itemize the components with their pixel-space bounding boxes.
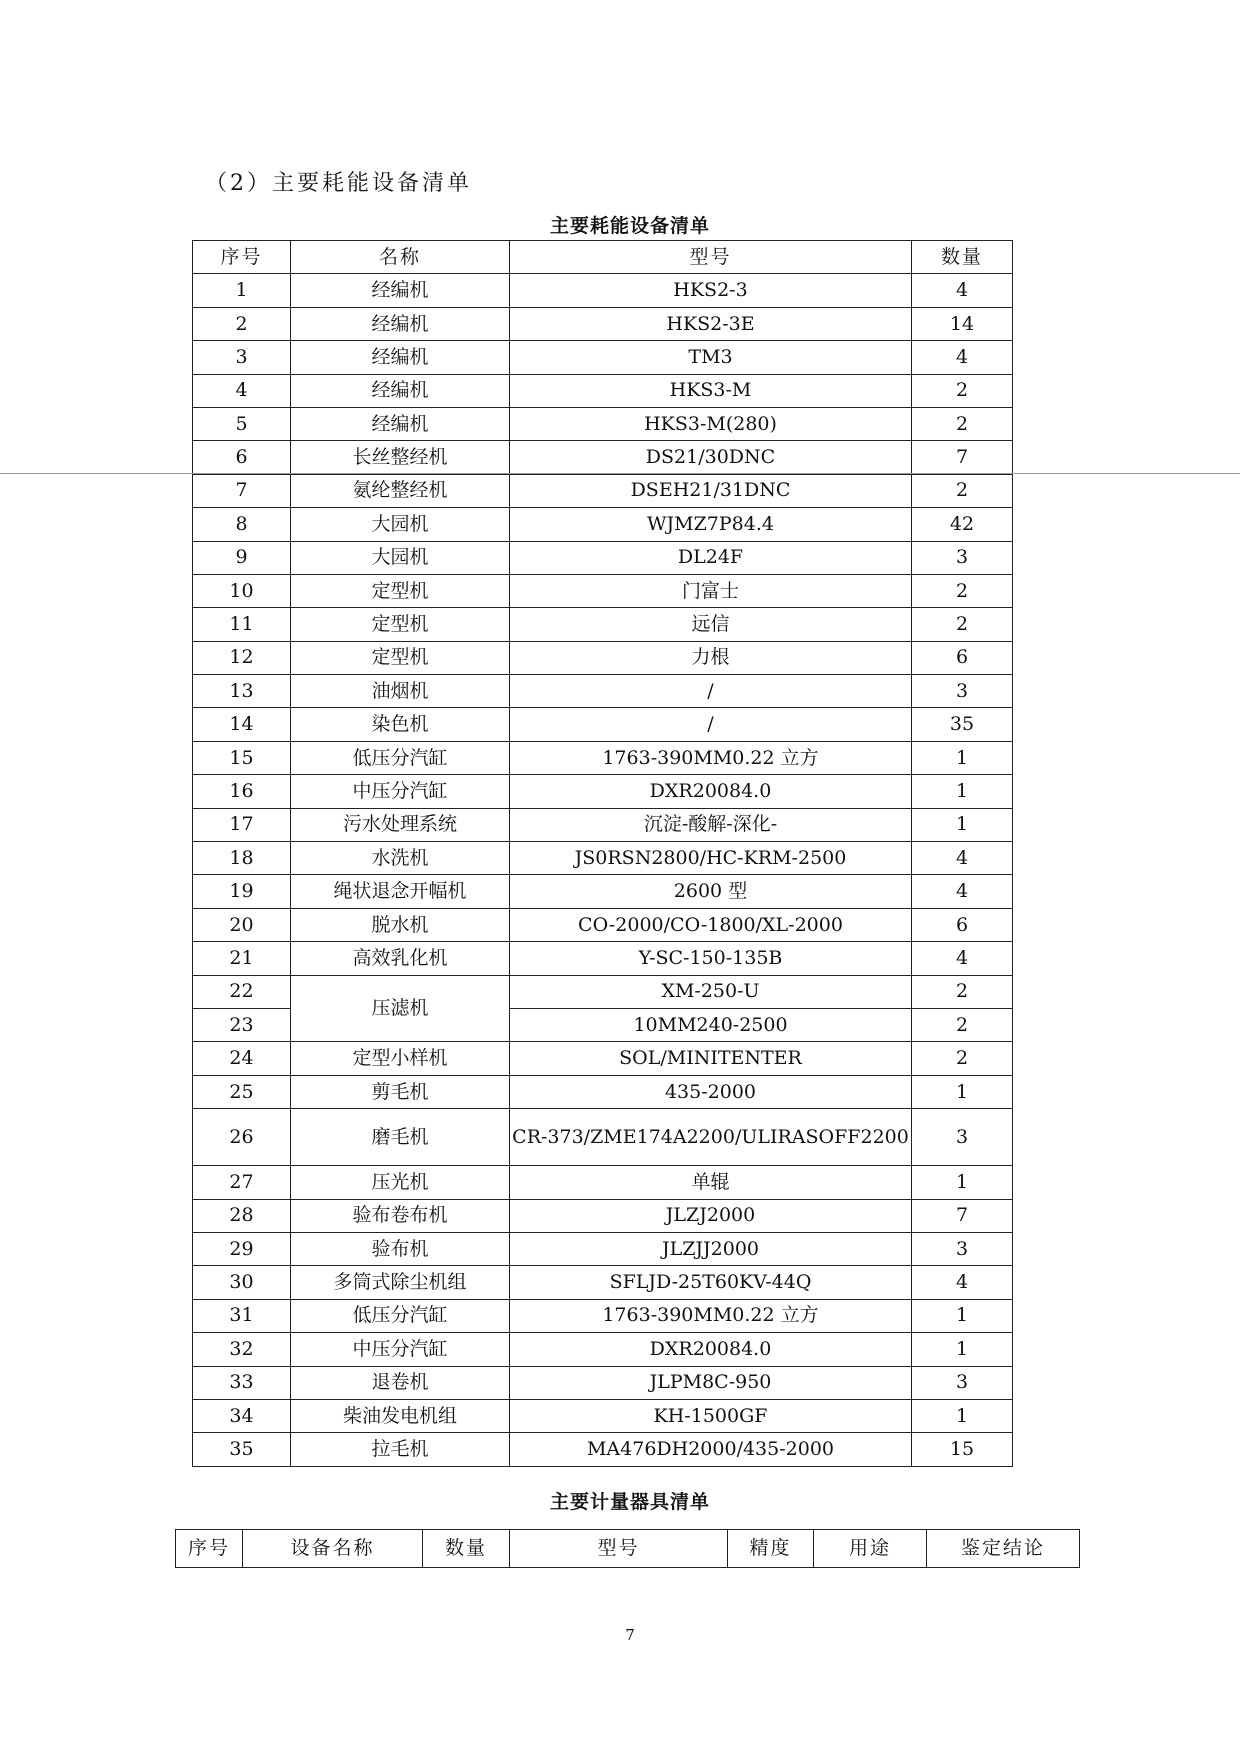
row-no: 26	[193, 1109, 291, 1166]
row-model: 435-2000	[510, 1075, 912, 1108]
row-no: 35	[193, 1433, 291, 1466]
row-model: 1763-390MM0.22 立方	[510, 1299, 912, 1332]
row-qty: 1	[912, 1075, 1013, 1108]
row-model: TM3	[510, 341, 912, 374]
row-model: KH-1500GF	[510, 1399, 912, 1432]
row-qty: 1	[912, 1333, 1013, 1366]
row-name: 水洗机	[291, 842, 510, 875]
scan-artifact-line	[0, 473, 1240, 474]
row-qty: 2	[912, 975, 1013, 1008]
table-row	[193, 541, 1013, 574]
row-model: XM-250-U	[510, 975, 912, 1008]
row-no: 33	[193, 1366, 291, 1399]
meter-header-use: 用途	[814, 1530, 927, 1568]
row-qty: 3	[912, 541, 1013, 574]
row-no: 24	[193, 1042, 291, 1075]
row-qty: 14	[912, 307, 1013, 340]
row-name: 大园机	[291, 541, 510, 574]
row-qty: 4	[912, 875, 1013, 908]
row-no: 15	[193, 741, 291, 774]
row-name: 定型机	[291, 574, 510, 607]
row-no: 34	[193, 1399, 291, 1432]
header-no: 序号	[193, 241, 291, 274]
row-no: 8	[193, 508, 291, 541]
table-row	[193, 875, 1013, 908]
table-row	[193, 441, 1013, 474]
row-model: JS0RSN2800/HC-KRM-2500	[510, 842, 912, 875]
row-qty: 1	[912, 1166, 1013, 1199]
row-no: 27	[193, 1166, 291, 1199]
row-name: 低压分汽缸	[291, 1299, 510, 1332]
row-model: DXR20084.0	[510, 1333, 912, 1366]
row-no: 7	[193, 474, 291, 507]
row-model: JLZJ2000	[510, 1199, 912, 1232]
row-name: 验布机	[291, 1232, 510, 1265]
row-model: 单辊	[510, 1166, 912, 1199]
row-model: HKS2-3	[510, 274, 912, 307]
row-name: 长丝整经机	[291, 441, 510, 474]
row-no: 22	[193, 975, 291, 1008]
table-row	[193, 407, 1013, 440]
table-row	[193, 1109, 1013, 1166]
row-model: JLPM8C-950	[510, 1366, 912, 1399]
table-row	[193, 474, 1013, 507]
meter-header-conclusion: 鉴定结论	[927, 1530, 1080, 1568]
row-no: 13	[193, 675, 291, 708]
row-name: 磨毛机	[291, 1109, 510, 1166]
meter-header-precision: 精度	[728, 1530, 814, 1568]
row-name: 定型小样机	[291, 1042, 510, 1075]
row-name: 经编机	[291, 374, 510, 407]
row-no: 14	[193, 708, 291, 741]
row-qty: 4	[912, 842, 1013, 875]
row-model: DXR20084.0	[510, 775, 912, 808]
row-name: 氨纶整经机	[291, 474, 510, 507]
row-qty: 4	[912, 341, 1013, 374]
row-model: DL24F	[510, 541, 912, 574]
row-model: JLZJJ2000	[510, 1232, 912, 1265]
row-qty: 2	[912, 474, 1013, 507]
row-name: 柴油发电机组	[291, 1399, 510, 1432]
row-qty: 4	[912, 942, 1013, 975]
row-no: 16	[193, 775, 291, 808]
row-qty: 2	[912, 374, 1013, 407]
row-model: SOL/MINITENTER	[510, 1042, 912, 1075]
table-row	[193, 942, 1013, 975]
row-name: 绳状退念开幅机	[291, 875, 510, 908]
table-row	[193, 1399, 1013, 1432]
row-model: 10MM240-2500	[510, 1008, 912, 1041]
row-name: 拉毛机	[291, 1433, 510, 1466]
table-row	[193, 842, 1013, 875]
row-no: 6	[193, 441, 291, 474]
row-qty: 6	[912, 908, 1013, 941]
row-qty: 2	[912, 608, 1013, 641]
row-no: 23	[193, 1008, 291, 1041]
row-name: 中压分汽缸	[291, 775, 510, 808]
row-name: 定型机	[291, 608, 510, 641]
table-row	[193, 1075, 1013, 1108]
row-qty: 7	[912, 1199, 1013, 1232]
row-no: 4	[193, 374, 291, 407]
row-name: 剪毛机	[291, 1075, 510, 1108]
row-model: CR-373/ZME174A2200/ULIRASOFF2200	[510, 1109, 912, 1166]
row-no: 1	[193, 274, 291, 307]
row-model: 沉淀-酸解-深化-	[510, 808, 912, 841]
row-name: 验布卷布机	[291, 1199, 510, 1232]
row-model: 门富士	[510, 574, 912, 607]
header-name: 名称	[291, 241, 510, 274]
row-name: 压光机	[291, 1166, 510, 1199]
row-qty: 1	[912, 808, 1013, 841]
table-row	[193, 741, 1013, 774]
equipment-header-row	[193, 241, 1013, 274]
row-qty: 35	[912, 708, 1013, 741]
row-qty: 2	[912, 407, 1013, 440]
table-row	[193, 641, 1013, 674]
row-no: 28	[193, 1199, 291, 1232]
row-no: 3	[193, 341, 291, 374]
equipment-table-caption: 主要耗能设备清单	[549, 215, 710, 237]
row-name: 污水处理系统	[291, 808, 510, 841]
row-model: 2600 型	[510, 875, 912, 908]
row-model: DS21/30DNC	[510, 441, 912, 474]
row-model: Y-SC-150-135B	[510, 942, 912, 975]
row-model: DSEH21/31DNC	[510, 474, 912, 507]
row-qty: 1	[912, 775, 1013, 808]
table-row	[193, 1299, 1013, 1332]
row-name: 压滤机	[291, 975, 510, 1042]
meter-table	[175, 1529, 1080, 1568]
row-model: /	[510, 708, 912, 741]
table-row	[193, 675, 1013, 708]
table-row	[193, 708, 1013, 741]
row-no: 29	[193, 1232, 291, 1265]
row-qty: 3	[912, 1232, 1013, 1265]
row-model: SFLJD-25T60KV-44Q	[510, 1266, 912, 1299]
meter-header-model: 型号	[510, 1530, 728, 1568]
equipment-table	[192, 240, 1013, 1467]
row-qty: 4	[912, 1266, 1013, 1299]
row-no: 17	[193, 808, 291, 841]
row-no: 10	[193, 574, 291, 607]
table-row	[193, 908, 1013, 941]
row-name: 油烟机	[291, 675, 510, 708]
row-name: 定型机	[291, 641, 510, 674]
row-model: /	[510, 675, 912, 708]
row-qty: 42	[912, 508, 1013, 541]
row-name: 染色机	[291, 708, 510, 741]
table-row	[193, 1266, 1013, 1299]
row-qty: 7	[912, 441, 1013, 474]
row-no: 32	[193, 1333, 291, 1366]
row-qty: 3	[912, 1109, 1013, 1166]
table-row	[193, 374, 1013, 407]
table-row	[193, 608, 1013, 641]
table-row	[193, 1199, 1013, 1232]
row-no: 30	[193, 1266, 291, 1299]
row-name: 低压分汽缸	[291, 741, 510, 774]
table-row	[193, 808, 1013, 841]
row-name: 脱水机	[291, 908, 510, 941]
header-model: 型号	[510, 241, 912, 274]
table-row	[193, 574, 1013, 607]
row-qty: 15	[912, 1433, 1013, 1466]
row-qty: 1	[912, 741, 1013, 774]
row-no: 2	[193, 307, 291, 340]
row-name: 高效乳化机	[291, 942, 510, 975]
row-name: 经编机	[291, 307, 510, 340]
row-no: 12	[193, 641, 291, 674]
table-row	[193, 1232, 1013, 1265]
meter-header-row	[176, 1530, 1080, 1568]
row-qty: 4	[912, 274, 1013, 307]
row-no: 25	[193, 1075, 291, 1108]
row-qty: 2	[912, 1008, 1013, 1041]
row-model: 力根	[510, 641, 912, 674]
section-heading: （2）主要耗能设备清单	[205, 171, 472, 196]
table-row	[193, 775, 1013, 808]
table-row	[193, 1166, 1013, 1199]
row-no: 31	[193, 1299, 291, 1332]
row-no: 9	[193, 541, 291, 574]
row-model: HKS3-M(280)	[510, 407, 912, 440]
table-row	[193, 1433, 1013, 1466]
row-name: 中压分汽缸	[291, 1333, 510, 1366]
table-row	[193, 341, 1013, 374]
table-row	[193, 307, 1013, 340]
row-model: HKS2-3E	[510, 307, 912, 340]
row-model: CO-2000/CO-1800/XL-2000	[510, 908, 912, 941]
row-model: WJMZ7P84.4	[510, 508, 912, 541]
row-no: 5	[193, 407, 291, 440]
row-qty: 3	[912, 1366, 1013, 1399]
row-no: 20	[193, 908, 291, 941]
row-no: 18	[193, 842, 291, 875]
meter-header-no: 序号	[176, 1530, 243, 1568]
row-name: 大园机	[291, 508, 510, 541]
row-model: 1763-390MM0.22 立方	[510, 741, 912, 774]
row-no: 19	[193, 875, 291, 908]
table-row	[193, 975, 1013, 1008]
row-qty: 1	[912, 1299, 1013, 1332]
table-row	[193, 1366, 1013, 1399]
page-number: 7	[625, 1626, 635, 1644]
meter-header-qty: 数量	[423, 1530, 510, 1568]
row-model: MA476DH2000/435-2000	[510, 1433, 912, 1466]
row-model: HKS3-M	[510, 374, 912, 407]
row-name: 经编机	[291, 407, 510, 440]
row-qty: 3	[912, 675, 1013, 708]
table-row	[193, 1042, 1013, 1075]
row-no: 21	[193, 942, 291, 975]
row-model: 远信	[510, 608, 912, 641]
table-row	[193, 274, 1013, 307]
row-name: 退卷机	[291, 1366, 510, 1399]
header-qty: 数量	[912, 241, 1013, 274]
row-name: 经编机	[291, 341, 510, 374]
meter-header-name: 设备名称	[243, 1530, 423, 1568]
row-qty: 2	[912, 574, 1013, 607]
row-qty: 2	[912, 1042, 1013, 1075]
row-name: 多筒式除尘机组	[291, 1266, 510, 1299]
row-qty: 6	[912, 641, 1013, 674]
meter-table-caption: 主要计量器具清单	[549, 1491, 710, 1513]
table-row	[193, 1333, 1013, 1366]
row-no: 11	[193, 608, 291, 641]
row-qty: 1	[912, 1399, 1013, 1432]
table-row	[193, 508, 1013, 541]
row-name: 经编机	[291, 274, 510, 307]
